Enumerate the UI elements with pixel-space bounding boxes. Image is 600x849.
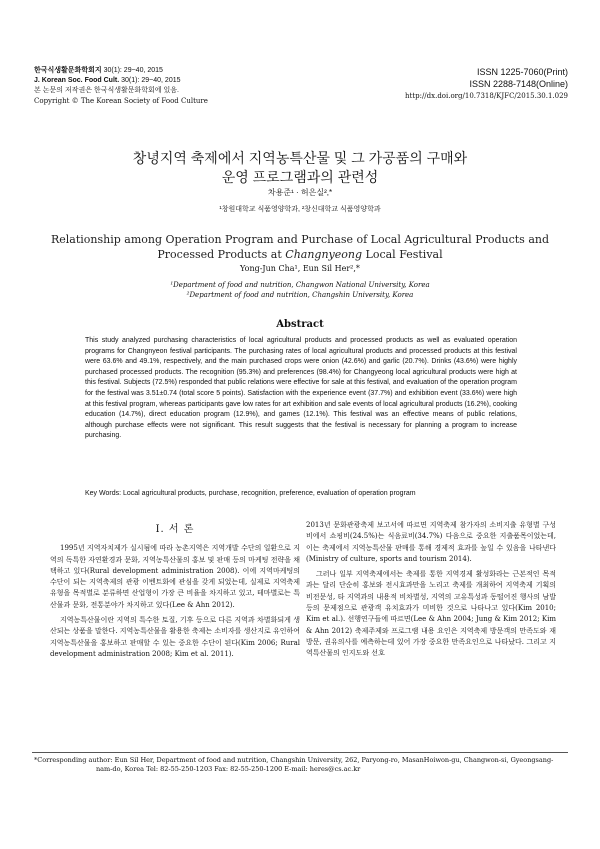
corresponding-author-footnote xyxy=(34,756,568,774)
paragraph: 1995년 지역자치제가 실시됨에 따라 농촌지역은 지역개발 수단의 일환으로 지역의 독특한 자연환경과 문화, 지역농특산물의 홍보 및 판매 등의 마케팅 전략을 채택하고 있다(Rural development administration 2008). 이에 지역마케팅의 수단이 되는 지역축제의 관광 이벤트화에 관심을 갖게 되었는데, 실제로 지역축제 유형을 목적별로 분류하면 산업형이 가장 큰 비율을 차지하고 있고, 테마별로는 특산물과 문화, 전통분야가 차지하고 있다(Lee & Ahn 2012). xyxy=(50,544,300,609)
footnote-divider xyxy=(32,752,568,753)
title-english-line2-pre: Processed Products at xyxy=(157,248,286,261)
title-english-place-italic: Changnyeong xyxy=(285,248,363,261)
affiliations-english xyxy=(0,280,600,300)
affiliation-1: ¹Department of food and nutrition, Changwon National University, Korea xyxy=(170,281,430,289)
journal-header-left xyxy=(34,66,208,106)
footnote-line1: *Corresponding author: Eun Sil Her, Department of food and nutrition, Changshin University, 262, Paryong-ro, MasanHoiwon-gu, Changwon-si, Gyeongsang- xyxy=(34,756,554,764)
title-korean xyxy=(0,149,600,187)
authors-english: Yong-Jun Cha¹, Eun Sil Her²,* xyxy=(240,264,360,273)
copyright-notice-ko: 본 논문의 저작권은 한국식생활문화학회에 있음. xyxy=(34,87,179,94)
doi-link[interactable]: http://dx.doi.org/10.7318/KJFC/2015.30.1.029 xyxy=(404,92,568,100)
journal-issue-ko: 30(1): 29~40, 2015 xyxy=(103,67,163,74)
title-english xyxy=(0,232,600,262)
paragraph: 지역농특산물이란 지역의 특수한 토질, 기후 등으로 다른 지역과 차별화되게 생산되는 상품을 말한다. 지역농특산물을 활용한 축제는 소비자를 생산지로 유인하여 지역농특산물을 홍보하고 판매할 수 있는 중요한 수단이 된다(Kim 2006; Rural development administration 2008; Kim et al. 2011). xyxy=(50,616,300,658)
title-english-line2 xyxy=(0,247,600,262)
abstract-heading: Abstract xyxy=(276,319,324,330)
title-english-line2-post: Local Festival xyxy=(362,248,443,261)
section-heading-introduction: Ⅰ. 서 론 xyxy=(155,524,195,535)
affiliation-2: ²Department of food and nutrition, Changshin University, Korea xyxy=(186,291,414,299)
abstract-body: This study analyzed purchasing characteristics of local agricultural products and processed products as well as evaluated operation programs for Changnyeon festival participants. The purchasing rates of local agricultural products and processed products at this festival were 63.6% and 49.1%, respectively, and the main purchased crops were onion (42.6%) and garlic (20.7%). Drinks (43.6%) were highly purchased processed products. The recognition (95.3%) and preferences (98.4%) for Changyeong local agricultural products were high at this festival. Subjects (72.5%) responded that public relations were effective for sale at this festival, and evaluation of the operation program for the festival was 3.51±0.74 (total score 5 points). Satisfaction with the experience event (37.7%) and exhibition event (33.6%) were high at this festival program, whereas participants gave low rates for art exhibition and sale events of local agricultural products (16.2%), cooking education (14.7%), direct education program (12.9%), and games (12.1%). This festival was an effective means of public relations, although purchase effects were not significant. This result suggests that the festival is necessary for planning a program to increase purchasing. xyxy=(85,337,517,440)
title-korean-line2: 운영 프로그램과의 관련성 xyxy=(221,169,379,185)
issn-online: ISSN 2288-7148(Online) xyxy=(469,79,568,89)
issn-print: ISSN 1225-7060(Print) xyxy=(476,67,568,77)
journal-header-right xyxy=(405,66,568,102)
paragraph: 그러나 일부 지역축제에서는 축제를 통한 지역경제 활성화라는 근본적인 목적과는 달리 단순히 홍보와 전시효과만을 노리고 축제를 개최하여 지역축제 기획의 비전문성, 타 지역과의 내용적 비차별성, 지역의 고유특성과 동떨어진 행사의 남발 등의 문제점으로 관광객 유치효과가 미비한 것으로 나타나고 있다(Kim 2010; Kim et al.). 선행연구들에 따르면(Lee & Ahn 2004; Jung & Kim 2012; Kim & Ahn 2012) 축제주제와 프로그램 내용 요인은 지역축제 방문객의 만족도와 재방문, 권유의사를 예측하는데 있어 가장 중요한 만족요인으로 나타났다. 그리고 지역특산물의 인지도와 선호 xyxy=(306,570,556,658)
journal-title-en: J. Korean Soc. Food Cult. xyxy=(34,77,120,84)
journal-title-ko: 한국식생활문화학회지 xyxy=(34,67,102,74)
title-korean-line1: 창녕지역 축제에서 지역농특산물 및 그 가공품의 구매와 xyxy=(132,150,468,166)
copyright-line: Copyright © The Korean Society of Food Culture xyxy=(34,97,208,105)
affiliations-korean: ¹창원대학교 식품영양학과, ²창신대학교 식품영양학과 xyxy=(219,206,381,213)
body-column-right xyxy=(306,520,556,664)
authors-korean: 차용준¹ · 허은실²,* xyxy=(267,188,333,197)
footnote-line2: nam-do, Korea Tel: 82-55-250-1203 Fax: 82-55-250-1200 E-mail: heres@cs.ac.kr xyxy=(96,765,361,773)
journal-issue-en: 30(1): 29~40, 2015 xyxy=(121,77,181,84)
title-english-line1: Relationship among Operation Program and Purchase of Local Agricultural Products and xyxy=(50,233,550,246)
body-column-left xyxy=(50,520,300,664)
paragraph: 2013년 문화관광축제 보고서에 따르면 지역축제 참가자의 소비지출 유형별 구성비에서 쇼핑비(24.5%)는 식음료비(34.7%) 다음으로 중요한 지출품목이었는데, 이는 축제에서 지역농특산물 판매를 통해 경제적 효과를 높일 수 있음을 나타낸다(Ministry of culture, sports and tourism 2014). xyxy=(306,521,556,563)
keywords: Key Words: Local agricultural products, purchase, recognition, preference, evaluation of operation program xyxy=(85,490,416,497)
